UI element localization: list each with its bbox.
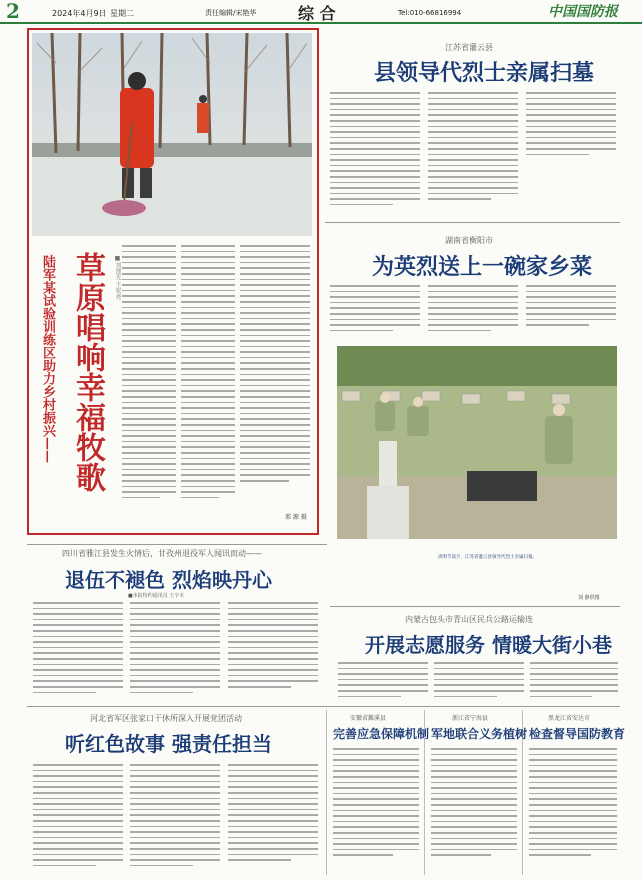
issue-weekday: 星期二 xyxy=(110,9,134,18)
feature-subtitle: 陆军某试验训练区助力乡村振兴—— xyxy=(40,255,55,463)
jiangsu-body-col-3 xyxy=(526,92,616,214)
neimenggu-body-col-2 xyxy=(434,662,524,704)
sichuan-body-col-1 xyxy=(33,602,123,702)
feature-body-col-3 xyxy=(240,245,310,505)
brief-2-kicker: 浙江省宁海县 xyxy=(452,715,489,722)
page-header xyxy=(0,0,642,24)
jiangsu-headline: 县领导代烈士亲属扫墓 xyxy=(374,61,595,86)
divider xyxy=(27,706,620,707)
hebei-body-col-1 xyxy=(33,764,123,874)
sichuan-byline: ■本报特约通讯员 王宇木 xyxy=(128,593,185,599)
hunan-headline: 为英烈送上一碗家乡菜 xyxy=(372,255,593,280)
hunan-body-col-1 xyxy=(330,285,420,341)
issue-date: 2024年4月9日 xyxy=(52,9,107,18)
brief-3-body xyxy=(529,748,617,873)
divider xyxy=(330,606,620,607)
brief-3-headline: 检查督导国防教育 xyxy=(529,727,626,741)
brief-1-body xyxy=(333,748,419,873)
feature-photo-credit: 邢 源 摄 xyxy=(285,514,307,521)
page-number: 2 xyxy=(6,0,20,23)
neimenggu-body-col-1 xyxy=(338,662,428,704)
feature-body-col-2 xyxy=(181,245,235,515)
hebei-body-col-3 xyxy=(228,764,318,874)
jiangsu-kicker: 江苏省灌云县 xyxy=(445,43,493,52)
hebei-kicker: 河北省军区张家口干休所深入开展党团活动 xyxy=(90,714,242,723)
section-name: 综 合 xyxy=(298,4,336,23)
hunan-kicker: 湖南省衡阳市 xyxy=(445,236,493,245)
brief-1-kicker: 安徽省濉溪县 xyxy=(350,715,387,722)
brief-3-kicker: 黑龙江省安达市 xyxy=(548,715,591,722)
divider xyxy=(325,222,620,223)
hunan-photo-caption: 清明节前夕，江苏省灌云县领导代烈士亲属扫墓。 xyxy=(438,555,537,560)
hebei-headline: 听红色故事 强责任担当 xyxy=(65,732,272,756)
sichuan-kicker: 四川省雅江县发生火情后，甘孜州退役军人闻讯而动—— xyxy=(62,549,262,558)
divider xyxy=(326,710,327,875)
brief-2-headline: 军地联合义务植树 xyxy=(431,727,528,741)
hunan-body-col-2 xyxy=(428,285,518,341)
divider xyxy=(27,544,327,545)
sichuan-headline: 退伍不褪色 烈焰映丹心 xyxy=(65,568,272,592)
sichuan-body-col-3 xyxy=(228,602,318,702)
jiangsu-body-col-2 xyxy=(428,92,518,214)
hunan-body-col-3 xyxy=(526,285,616,341)
neimenggu-headline: 开展志愿服务 情暖大街小巷 xyxy=(365,633,612,657)
brief-2-body xyxy=(431,748,517,873)
hunan-photographer: 刘 静供图 xyxy=(578,595,600,601)
feature-byline: ■刘建光 王宏亮 xyxy=(114,255,121,300)
sichuan-body-col-2 xyxy=(130,602,220,702)
feature-photo xyxy=(32,33,312,236)
neimenggu-kicker: 内蒙古包头市青山区民兵公路运输连 xyxy=(405,615,533,624)
neimenggu-body-col-3 xyxy=(530,662,618,704)
masthead-logo: 中国国防报 xyxy=(548,4,618,20)
hebei-body-col-2 xyxy=(130,764,220,874)
contact-phone: Tel:010-66816994 xyxy=(398,9,462,17)
feature-body-col-1 xyxy=(122,245,176,515)
editor-credit: 责任编辑/宋艳华 xyxy=(205,9,257,17)
hunan-photo xyxy=(337,346,617,539)
feature-title: 草原唱响幸福牧歌 xyxy=(70,252,105,492)
jiangsu-body-col-1 xyxy=(330,92,420,214)
brief-1-headline: 完善应急保障机制 xyxy=(333,727,430,741)
